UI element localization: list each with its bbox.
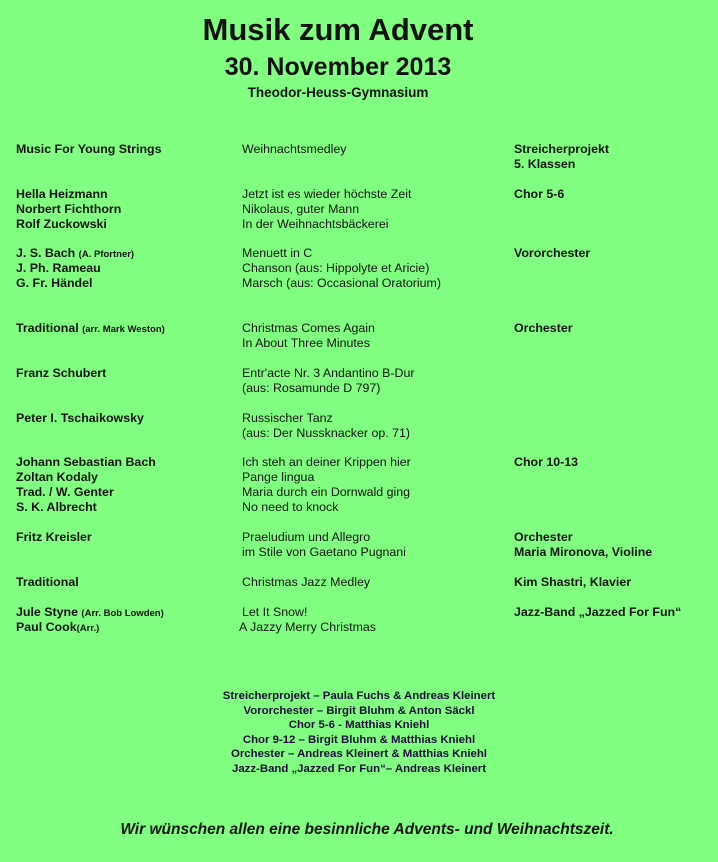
piece-title: Entr'acte Nr. 3 Andantino B-Dur (242, 366, 415, 380)
composer-name: J. Ph. Rameau (16, 261, 101, 275)
composer-column (16, 605, 164, 635)
piece-column (242, 455, 411, 515)
piece-column (239, 605, 377, 635)
composer-line (16, 202, 121, 217)
piece-title: im Stile von Gaetano Pugnani (242, 545, 406, 559)
ensemble-column (514, 142, 609, 172)
ensemble-name: Kim Shastri, Klavier (514, 575, 632, 589)
composer-line (16, 455, 156, 470)
composer-name: Fritz Kreisler (16, 530, 92, 544)
composer-name: S. K. Albrecht (16, 500, 97, 514)
composer-line (16, 620, 164, 635)
piece-title: Russischer Tanz (242, 411, 333, 425)
arranger-note: (A. Pfortner) (78, 249, 135, 260)
piece-column (242, 411, 410, 441)
credit-line: Chor 9-12 – Birgit Bluhm & Matthias Kniehl (242, 733, 476, 746)
piece-column (242, 321, 375, 351)
composer-column (16, 411, 144, 426)
piece-title: No need to knock (242, 500, 339, 514)
composer-name: Paul Cook (16, 620, 77, 634)
composer-name: Peter I. Tschaikowsky (16, 411, 144, 425)
piece-title: Christmas Comes Again (242, 321, 375, 335)
piece-column (242, 575, 370, 590)
composer-name: G. Fr. Händel (16, 276, 93, 290)
composer-line (16, 321, 165, 336)
composer-line (16, 217, 121, 232)
composer-line (16, 470, 156, 485)
composer-name: Traditional (16, 321, 83, 335)
ensemble-name: Orchester (514, 530, 573, 544)
composer-line (16, 276, 134, 291)
ensemble-name: Chor 10-13 (514, 455, 579, 469)
composer-column (16, 455, 156, 515)
composer-line (16, 575, 79, 590)
piece-title: Pange lingua (242, 470, 315, 484)
ensemble-name: Maria Mironova, Violine (514, 545, 653, 559)
composer-name: Traditional (16, 575, 79, 589)
ensemble-column (514, 187, 564, 202)
composer-line (16, 605, 164, 620)
composer-name: Jule Styne (16, 605, 82, 619)
piece-title: Praeludium und Allegro (242, 530, 371, 544)
composer-line (16, 485, 156, 500)
composer-name: Zoltan Kodaly (16, 470, 98, 484)
composer-name: Trad. / W. Genter (16, 485, 114, 499)
piece-title: Let It Snow! (242, 605, 308, 619)
event-date: 30. November 2013 (224, 53, 452, 81)
composer-line (16, 500, 156, 515)
piece-column (242, 530, 406, 560)
composer-name: Johann Sebastian Bach (16, 455, 156, 469)
arranger-note: (Arr.) (76, 623, 100, 634)
composer-line (16, 187, 121, 202)
composer-column (16, 530, 92, 545)
piece-title: Weihnachtsmedley (242, 142, 347, 156)
arranger-note: (Arr. Bob Lowden) (81, 608, 164, 619)
piece-title: Menuett in C (242, 246, 313, 260)
ensemble-name: Orchester (514, 321, 573, 335)
school-name: Theodor-Heuss-Gymnasium (247, 85, 429, 100)
composer-column (16, 142, 161, 157)
piece-column (242, 246, 441, 291)
credit-line: Streicherprojekt – Paula Fuchs & Andreas Kleinert (222, 690, 496, 702)
composer-column (16, 246, 134, 291)
ensemble-name: Vororchester (514, 246, 591, 260)
ensemble-column (514, 605, 681, 620)
composer-line (16, 411, 144, 426)
composer-line (16, 366, 106, 381)
credit-line: Jazz-Band „Jazzed For Fun“– Andreas Kleinert (231, 762, 487, 775)
composer-line (16, 530, 92, 545)
ensemble-name: Chor 5-6 (514, 187, 565, 201)
composer-column (16, 575, 79, 590)
credits-list (0, 689, 718, 776)
piece-title: In About Three Minutes (242, 336, 370, 350)
composer-name: Hella Heizmann (16, 187, 108, 201)
piece-title: Christmas Jazz Medley (242, 575, 371, 589)
composer-column (16, 321, 165, 336)
arranger-note: (arr. Mark Weston) (82, 324, 165, 335)
composer-column (16, 366, 106, 381)
footer-greeting: Wir wünschen allen eine besinnliche Advents- und Weihnachtszeit. (120, 821, 614, 838)
piece-title: Nikolaus, guter Mann (242, 202, 360, 216)
credit-line: Orchester – Andreas Kleinert & Matthias Kniehl (231, 748, 487, 760)
credit-line: Chor 5-6 - Matthias Kniehl (288, 719, 430, 731)
piece-title: Ich steh an deiner Krippen hier (242, 455, 411, 469)
piece-title: Maria durch ein Dornwald ging (242, 485, 411, 499)
ensemble-name: 5. Klassen (514, 157, 576, 171)
piece-title: A Jazzy Merry Christmas (239, 620, 377, 634)
composer-name: Franz Schubert (16, 366, 107, 380)
composer-name: Rolf Zuckowski (16, 217, 107, 231)
ensemble-name: Jazz-Band „Jazzed For Fun“ (514, 605, 682, 619)
ensemble-name: Streicherprojekt (514, 142, 610, 156)
piece-title: Chanson (aus: Hippolyte et Aricie) (242, 261, 430, 275)
piece-title: (aus: Rosamunde D 797) (242, 381, 381, 395)
composer-name: Music For Young Strings (16, 142, 162, 156)
piece-title: In der Weihnachtsbäckerei (242, 217, 389, 231)
piece-title: (aus: Der Nussknacker op. 71) (242, 426, 411, 440)
page-title: Musik zum Advent (202, 12, 474, 47)
composer-line (16, 261, 134, 276)
composer-column (16, 187, 121, 232)
ensemble-column (514, 575, 631, 590)
piece-title: Marsch (aus: Occasional Oratorium) (242, 276, 441, 290)
ensemble-column (514, 530, 652, 560)
piece-column (242, 366, 414, 396)
piece-column (242, 187, 411, 232)
piece-title: Jetzt ist es wieder höchste Zeit (242, 187, 412, 201)
composer-name: Norbert Fichthorn (16, 202, 122, 216)
ensemble-column (514, 246, 590, 261)
ensemble-column (514, 455, 578, 470)
composer-name: J. S. Bach (16, 246, 79, 260)
composer-line (16, 142, 161, 157)
piece-column (242, 142, 346, 157)
credit-line: Vororchester – Birgit Bluhm & Anton Säckl (243, 704, 475, 717)
composer-line (16, 246, 134, 261)
ensemble-column (514, 321, 573, 336)
